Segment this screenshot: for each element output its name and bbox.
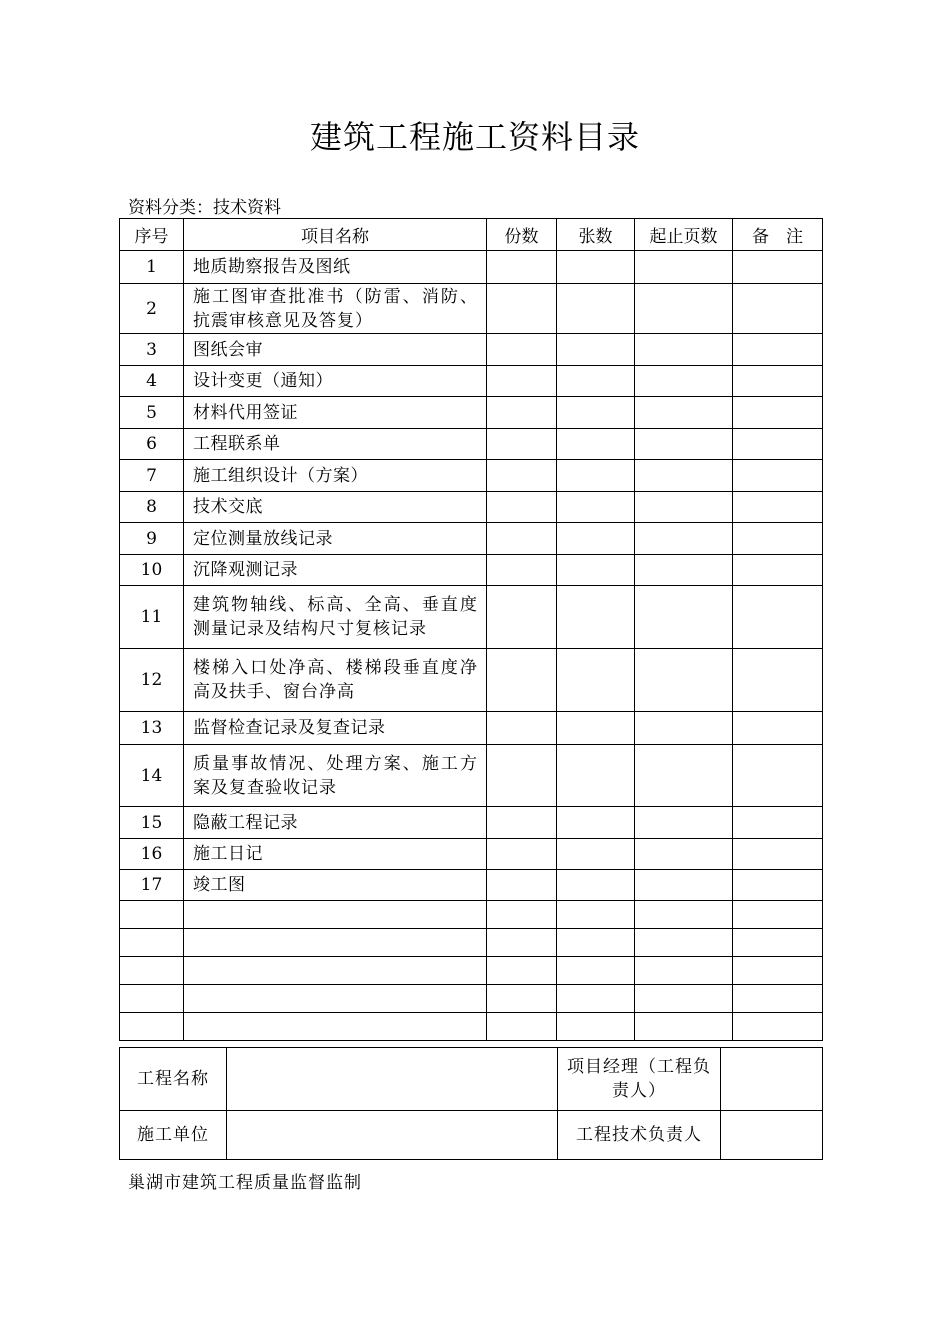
table-row-empty <box>120 985 823 1013</box>
row-sheets <box>557 334 635 366</box>
row-no: 17 <box>120 870 184 901</box>
row-pages <box>635 586 733 649</box>
row-copies <box>487 492 557 523</box>
row-copies <box>487 460 557 492</box>
empty-cell <box>635 985 733 1013</box>
row-name: 定位测量放线记录 <box>184 523 487 555</box>
header-copies: 份数 <box>487 219 557 251</box>
row-remark <box>733 555 823 586</box>
row-pages <box>635 460 733 492</box>
row-no: 11 <box>120 586 184 649</box>
empty-cell <box>487 957 557 985</box>
row-name: 材料代用签证 <box>184 397 487 429</box>
empty-cell <box>120 985 184 1013</box>
table-row <box>120 460 823 492</box>
table-row <box>120 397 823 429</box>
empty-cell <box>635 1013 733 1041</box>
row-pages <box>635 649 733 712</box>
table-row <box>120 870 823 901</box>
row-copies <box>487 366 557 397</box>
empty-cell <box>487 1013 557 1041</box>
table-row <box>120 839 823 870</box>
row-copies <box>487 839 557 870</box>
row-remark <box>733 334 823 366</box>
row-no: 15 <box>120 807 184 839</box>
row-sheets <box>557 429 635 460</box>
table-row <box>120 807 823 839</box>
empty-cell <box>184 957 487 985</box>
row-no: 16 <box>120 839 184 870</box>
row-sheets <box>557 649 635 712</box>
row-copies <box>487 284 557 334</box>
table-row <box>120 712 823 745</box>
empty-cell <box>487 901 557 929</box>
manager-label: 项目经理（工程负责人） <box>558 1048 721 1111</box>
row-copies <box>487 251 557 284</box>
row-sheets <box>557 366 635 397</box>
row-pages <box>635 334 733 366</box>
row-pages <box>635 366 733 397</box>
header-no: 序号 <box>120 219 184 251</box>
empty-cell <box>487 985 557 1013</box>
project-name-label: 工程名称 <box>120 1048 227 1111</box>
row-remark <box>733 712 823 745</box>
table-row <box>120 284 823 334</box>
row-no: 6 <box>120 429 184 460</box>
row-remark <box>733 839 823 870</box>
empty-cell <box>557 901 635 929</box>
empty-cell <box>557 957 635 985</box>
empty-cell <box>184 901 487 929</box>
document-title: 建筑工程施工资料目录 <box>309 118 640 156</box>
header-name: 项目名称 <box>184 219 487 251</box>
row-remark <box>733 870 823 901</box>
table-row <box>120 745 823 807</box>
empty-cell <box>635 929 733 957</box>
table-row <box>120 334 823 366</box>
table-row-empty <box>120 901 823 929</box>
row-remark <box>733 523 823 555</box>
row-sheets <box>557 523 635 555</box>
table-row <box>120 586 823 649</box>
contractor-label: 施工单位 <box>120 1111 227 1160</box>
row-copies <box>487 586 557 649</box>
catalog-table <box>119 218 823 1041</box>
table-row <box>120 523 823 555</box>
row-sheets <box>557 712 635 745</box>
row-no: 7 <box>120 460 184 492</box>
row-sheets <box>557 586 635 649</box>
row-no: 2 <box>120 284 184 334</box>
row-pages <box>635 712 733 745</box>
row-remark <box>733 807 823 839</box>
row-remark <box>733 745 823 807</box>
empty-cell <box>120 929 184 957</box>
contractor-cell <box>227 1111 558 1160</box>
row-name: 施工组织设计（方案） <box>184 460 487 492</box>
row-name: 设计变更（通知） <box>184 366 487 397</box>
row-no: 13 <box>120 712 184 745</box>
row-copies <box>487 870 557 901</box>
empty-cell <box>635 957 733 985</box>
table-row-empty <box>120 957 823 985</box>
tech-lead-cell <box>721 1111 823 1160</box>
table-row <box>120 251 823 284</box>
row-name: 工程联系单 <box>184 429 487 460</box>
table-row-empty <box>120 1013 823 1041</box>
empty-cell <box>733 929 823 957</box>
row-copies <box>487 429 557 460</box>
row-pages <box>635 807 733 839</box>
row-copies <box>487 807 557 839</box>
row-pages <box>635 870 733 901</box>
row-name: 图纸会审 <box>184 334 487 366</box>
row-sheets <box>557 870 635 901</box>
row-sheets <box>557 555 635 586</box>
empty-cell <box>733 957 823 985</box>
header-pages: 起止页数 <box>635 219 733 251</box>
row-remark <box>733 251 823 284</box>
table-row-empty <box>120 929 823 957</box>
empty-cell <box>184 1013 487 1041</box>
row-name: 技术交底 <box>184 492 487 523</box>
row-copies <box>487 334 557 366</box>
empty-cell <box>557 985 635 1013</box>
table-row <box>120 555 823 586</box>
row-remark <box>733 284 823 334</box>
empty-cell <box>733 985 823 1013</box>
empty-cell <box>635 901 733 929</box>
row-remark <box>733 397 823 429</box>
empty-cell <box>120 957 184 985</box>
row-copies <box>487 523 557 555</box>
empty-cell <box>184 985 487 1013</box>
row-sheets <box>557 460 635 492</box>
header-remark: 备 注 <box>733 219 823 251</box>
row-pages <box>635 523 733 555</box>
category-label: 资料分类：技术资料 <box>128 198 281 218</box>
row-sheets <box>557 284 635 334</box>
row-copies <box>487 397 557 429</box>
tech-lead-label: 工程技术负责人 <box>558 1111 721 1160</box>
row-name: 施工图审查批准书（防雷、消防、抗震审核意见及答复） <box>184 284 487 334</box>
row-remark <box>733 649 823 712</box>
row-pages <box>635 429 733 460</box>
table-row <box>120 366 823 397</box>
row-copies <box>487 745 557 807</box>
row-pages <box>635 284 733 334</box>
project-name-cell <box>227 1048 558 1111</box>
empty-cell <box>120 1013 184 1041</box>
row-name: 监督检查记录及复查记录 <box>184 712 487 745</box>
row-remark <box>733 366 823 397</box>
row-name: 楼梯入口处净高、楼梯段垂直度净高及扶手、窗台净高 <box>184 649 487 712</box>
row-name: 建筑物轴线、标高、全高、垂直度测量记录及结构尺寸复核记录 <box>184 586 487 649</box>
empty-cell <box>557 1013 635 1041</box>
row-pages <box>635 555 733 586</box>
row-no: 9 <box>120 523 184 555</box>
row-no: 14 <box>120 745 184 807</box>
empty-cell <box>733 901 823 929</box>
row-copies <box>487 555 557 586</box>
row-no: 5 <box>120 397 184 429</box>
empty-cell <box>557 929 635 957</box>
row-remark <box>733 460 823 492</box>
row-name: 质量事故情况、处理方案、施工方案及复查验收记录 <box>184 745 487 807</box>
row-no: 1 <box>120 251 184 284</box>
row-pages <box>635 839 733 870</box>
row-sheets <box>557 492 635 523</box>
row-no: 12 <box>120 649 184 712</box>
row-remark <box>733 429 823 460</box>
row-name: 施工日记 <box>184 839 487 870</box>
row-pages <box>635 251 733 284</box>
empty-cell <box>487 929 557 957</box>
row-sheets <box>557 745 635 807</box>
row-name: 隐蔽工程记录 <box>184 807 487 839</box>
row-sheets <box>557 397 635 429</box>
empty-cell <box>184 929 487 957</box>
header-sheets: 张数 <box>557 219 635 251</box>
table-row <box>120 649 823 712</box>
footnote: 巢湖市建筑工程质量监督监制 <box>128 1173 362 1193</box>
table-header-row <box>120 219 823 251</box>
row-name: 沉降观测记录 <box>184 555 487 586</box>
row-sheets <box>557 807 635 839</box>
project-info-table <box>119 1047 823 1160</box>
empty-cell <box>120 901 184 929</box>
row-pages <box>635 745 733 807</box>
row-copies <box>487 649 557 712</box>
row-sheets <box>557 251 635 284</box>
row-sheets <box>557 839 635 870</box>
table-row <box>120 492 823 523</box>
row-no: 10 <box>120 555 184 586</box>
row-pages <box>635 492 733 523</box>
row-no: 3 <box>120 334 184 366</box>
row-remark <box>733 586 823 649</box>
row-no: 4 <box>120 366 184 397</box>
manager-cell <box>721 1048 823 1111</box>
row-name: 竣工图 <box>184 870 487 901</box>
row-copies <box>487 712 557 745</box>
empty-cell <box>733 1013 823 1041</box>
row-pages <box>635 397 733 429</box>
row-no: 8 <box>120 492 184 523</box>
row-remark <box>733 492 823 523</box>
row-name: 地质勘察报告及图纸 <box>184 251 487 284</box>
table-row <box>120 429 823 460</box>
